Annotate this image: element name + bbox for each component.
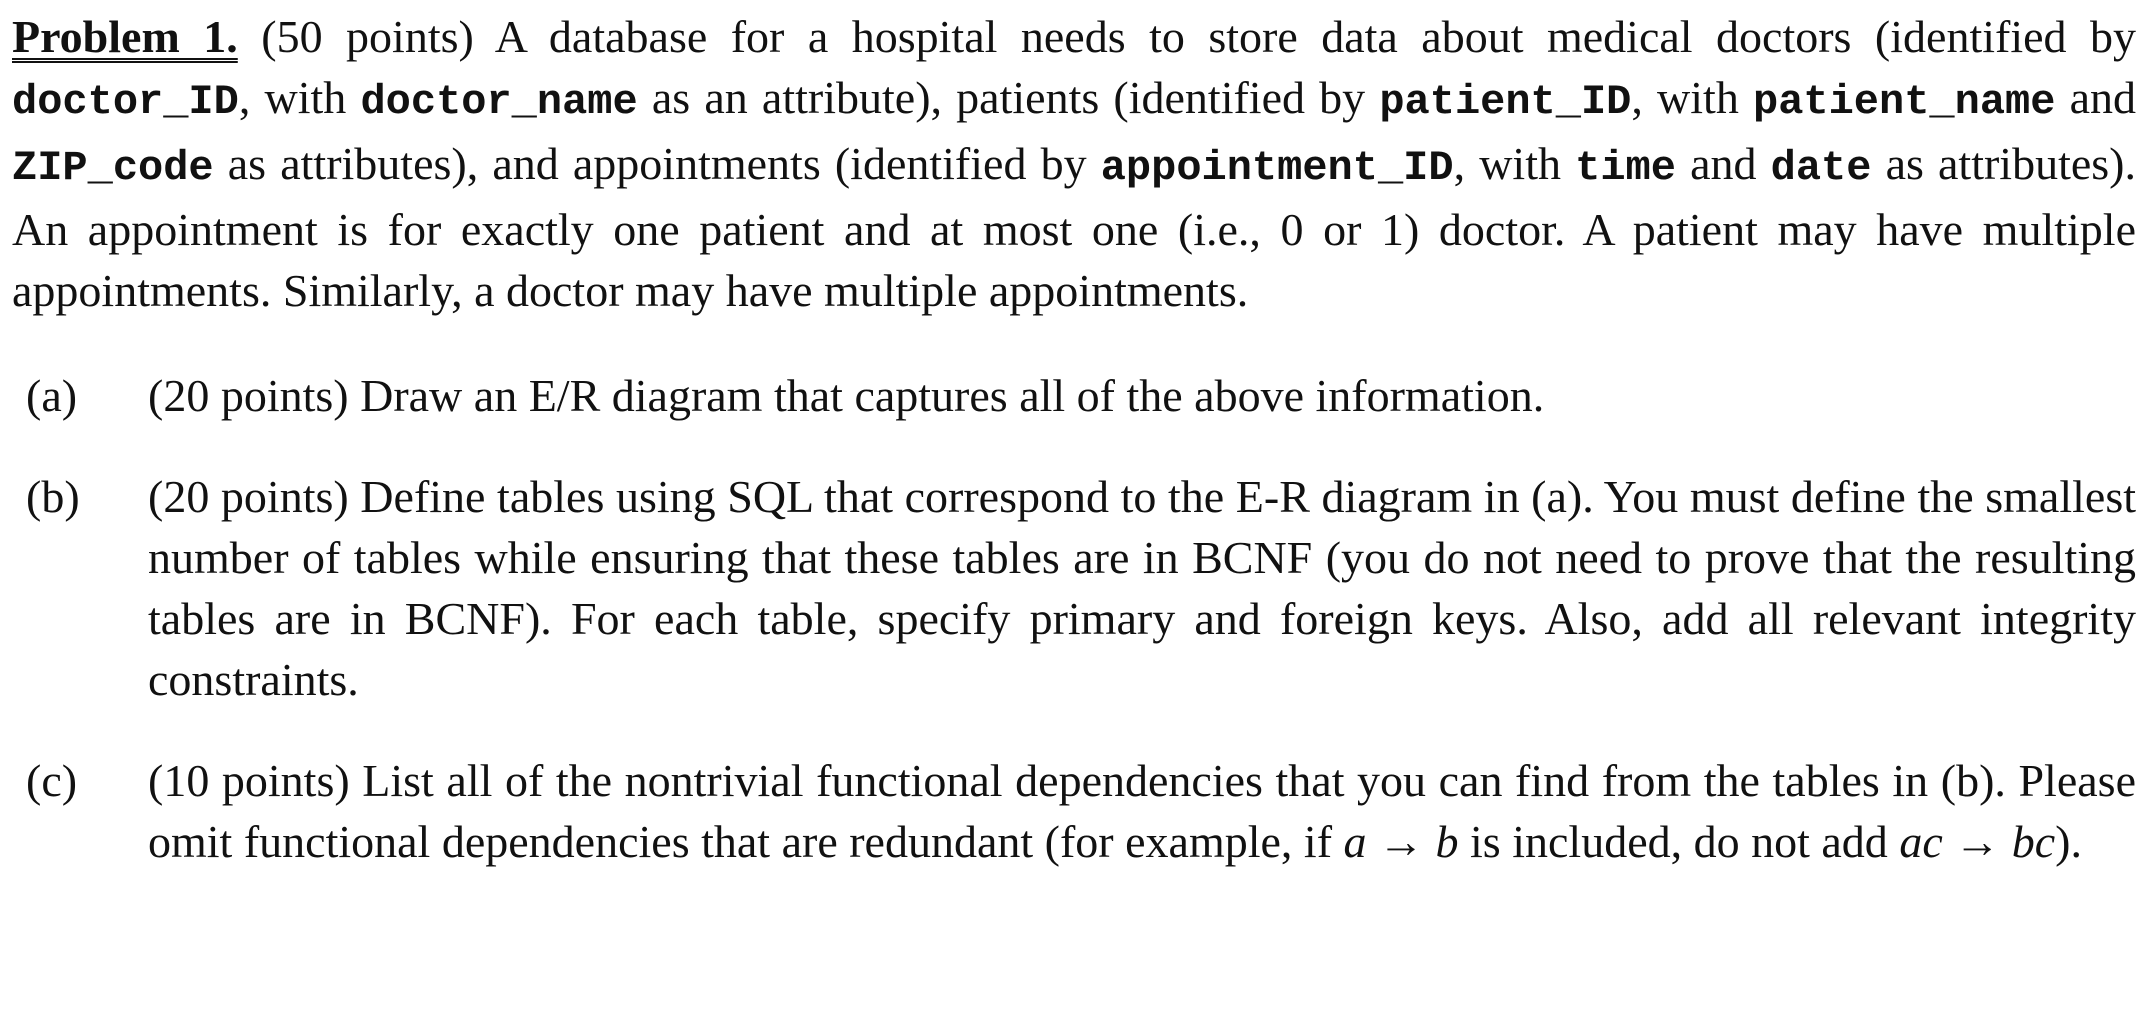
problem-heading: Problem 1. [12, 11, 238, 62]
code-patient-id: patient_ID [1379, 78, 1632, 126]
statement-text: as an attribute), patients (identified by [637, 72, 1380, 123]
problem-points: (50 points) [261, 11, 474, 62]
statement-text: as attributes), and appointments (identified by [213, 138, 1101, 189]
code-doctor-id: doctor_ID [12, 78, 239, 126]
code-zip-code: ZIP_code [12, 144, 214, 192]
code-date: date [1770, 144, 1872, 192]
part-c-marker: (c) [26, 755, 78, 806]
code-time: time [1575, 144, 1676, 192]
part-c [26, 750, 2136, 872]
statement-text: and [1675, 138, 1771, 189]
part-b [26, 466, 2136, 710]
math-ac-implies-bc: ac → bc [1899, 816, 2056, 867]
part-b-text: (20 points) Define tables using SQL that correspond to the E-R diagram in (a). You must define the smallest number of tables while ensuring that these tables are in BCNF (you do not need to prove that the resulting tables are in BCNF). For each table, specify primary and foreign keys. Also, add all relevant integrity constraints. [148, 471, 2136, 705]
code-patient-name: patient_name [1752, 78, 2056, 126]
statement-text: , with [1453, 138, 1576, 189]
part-c-text: (10 points) List all of the nontrivial functional dependencies that you can find from the tables in (b). Please omit functional dependencies that are redundant (for example, if [148, 755, 2136, 867]
part-c-text: ). [2055, 816, 2082, 867]
code-doctor-name: doctor_name [360, 78, 638, 126]
problem-statement [12, 0, 2136, 321]
code-appointment-id: appointment_ID [1100, 144, 1454, 192]
statement-text: and [2055, 72, 2137, 123]
statement-text: , with [1631, 72, 1753, 123]
problem-parts [12, 365, 2136, 872]
part-c-text: is included, do not add [1458, 816, 1900, 867]
part-a [26, 365, 2136, 426]
part-b-marker: (b) [26, 471, 80, 522]
problem-document [12, 0, 2136, 912]
statement-text: as attributes). An appointment is for exactly one patient and at most one (i.e., 0 or 1) doctor. A patient may have multiple appointments. Similarly, a doctor may have multiple appointments. [12, 138, 2137, 316]
part-a-marker: (a) [26, 370, 78, 421]
math-a-implies-b: a → b [1343, 816, 1459, 867]
statement-text: A database for a hospital needs to store data about medical doctors (identified by [473, 11, 2136, 62]
part-a-text: (20 points) Draw an E/R diagram that captures all of the above information. [148, 370, 1545, 421]
statement-text: , with [238, 72, 361, 123]
